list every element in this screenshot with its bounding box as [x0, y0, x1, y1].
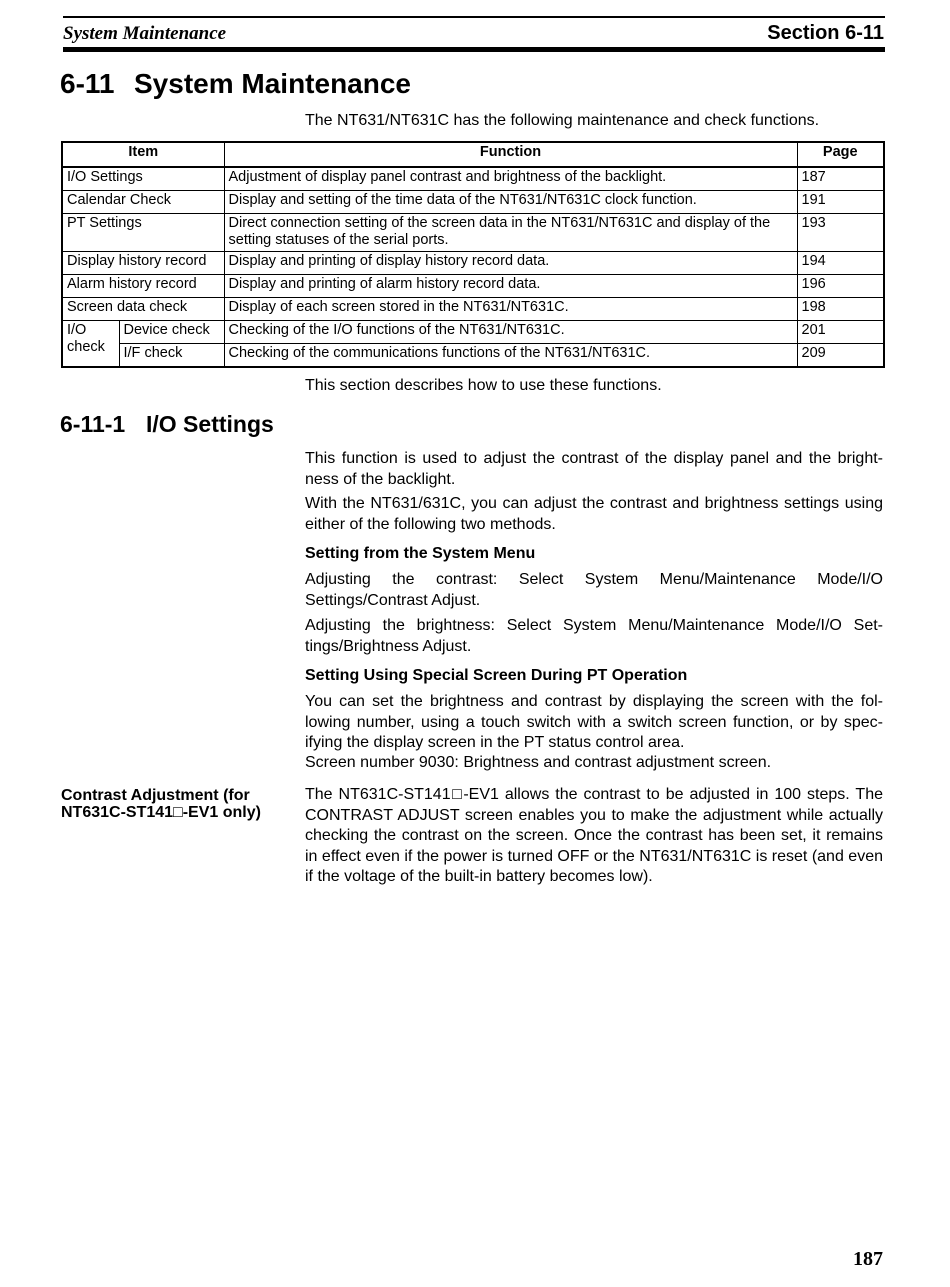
- io-settings-paragraph-1: This function is used to adjust the contrast of the display panel and the bright-ness of the backlight.: [305, 450, 883, 488]
- cell-item: I/F check: [119, 344, 224, 368]
- cell-item: Alarm history record: [62, 275, 224, 298]
- subsection-title: I/O Settings: [146, 411, 274, 437]
- system-menu-heading: Setting from the System Menu: [305, 545, 536, 562]
- contrast-adjustment-text: The NT631C-ST141□-EV1 allows the contrast to be adjusted in 100 steps. The CONTRAST ADJUST screen enables you to make the adjustment while actually checking the contrast on the screen. Once the contrast has been set, it remains in effect even if the power is turned OFF or the NT631/NT631C is reset (and even if the voltage of the built-in battery becomes low).: [305, 786, 883, 885]
- cell-function: Checking of the communications functions of the NT631/NT631C.: [224, 344, 797, 368]
- cell-function: Adjustment of display panel contrast and brightness of the backlight.: [224, 167, 797, 191]
- subsection-number: 6-11-1: [60, 411, 126, 437]
- header-rule-top: [63, 16, 885, 18]
- running-title: System Maintenance: [63, 23, 227, 44]
- cell-item: Device check: [119, 321, 224, 344]
- section-title: System Maintenance: [134, 68, 411, 99]
- cell-page: 198: [797, 298, 884, 321]
- header-item: Item: [62, 142, 224, 167]
- subsection-heading: [60, 411, 274, 438]
- cell-page: 193: [797, 214, 884, 252]
- cell-page: 191: [797, 191, 884, 214]
- contrast-adjustment-side-heading: Contrast Adjustment (for NT631C-ST141□-EV1 only): [61, 787, 261, 821]
- header-page: Page: [797, 142, 884, 167]
- cell-page: 187: [797, 167, 884, 191]
- menu-brightness-text: Adjusting the brightness: Select System Menu/Maintenance Mode/I/O Set-tings/Brightness Adjust.: [305, 617, 883, 655]
- table-row: [62, 344, 884, 368]
- cell-item: Screen data check: [62, 298, 224, 321]
- cell-function: Display and printing of display history record data.: [224, 252, 797, 275]
- cell-item: PT Settings: [62, 214, 224, 252]
- section-number: 6-11: [60, 68, 115, 99]
- table-row: [62, 321, 884, 344]
- cell-item: Display history record: [62, 252, 224, 275]
- maintenance-functions-table: [61, 141, 885, 368]
- section-heading: [60, 68, 411, 100]
- header-rule-bottom: [63, 47, 885, 52]
- table-row: [62, 167, 884, 191]
- cell-function: Checking of the I/O functions of the NT631/NT631C.: [224, 321, 797, 344]
- header-function: Function: [224, 142, 797, 167]
- special-screen-heading: Setting Using Special Screen During PT Operation: [305, 667, 688, 684]
- table-row: [62, 275, 884, 298]
- menu-contrast-text: Adjusting the contrast: Select System Menu/Maintenance Mode/I/O Settings/Contrast Adjust.: [305, 571, 883, 609]
- io-settings-paragraph-2: With the NT631/631C, you can adjust the contrast and brightness settings using either of the following two methods.: [305, 495, 883, 533]
- table-row: [62, 191, 884, 214]
- cell-item: Calendar Check: [62, 191, 224, 214]
- table-row: [62, 252, 884, 275]
- page-number: 187: [853, 1248, 883, 1270]
- table-row: [62, 298, 884, 321]
- cell-page: 196: [797, 275, 884, 298]
- section-label: Section 6-11: [767, 22, 884, 44]
- cell-function: Display and setting of the time data of the NT631/NT631C clock function.: [224, 191, 797, 214]
- cell-item: I/O Settings: [62, 167, 224, 191]
- cell-page: 201: [797, 321, 884, 344]
- cell-page: 209: [797, 344, 884, 368]
- special-screen-text: You can set the brightness and contrast by displaying the screen with the fol-lowing number, using a touch switch with a switch screen function, or by spec-ifying the display screen in the PT status control area.: [305, 693, 883, 751]
- cell-function: Display of each screen stored in the NT631/NT631C.: [224, 298, 797, 321]
- table-row: [62, 214, 884, 252]
- cell-function: Display and printing of alarm history record data.: [224, 275, 797, 298]
- cell-group-io-check: I/O check: [62, 321, 119, 368]
- screen-number-text: Screen number 9030: Brightness and contrast adjustment screen.: [305, 754, 772, 771]
- section-intro: The NT631/NT631C has the following maintenance and check functions.: [305, 112, 820, 129]
- cell-page: 194: [797, 252, 884, 275]
- cell-function: Direct connection setting of the screen data in the NT631/NT631C and display of the setting statuses of the serial ports.: [224, 214, 797, 252]
- after-table-text: This section describes how to use these functions.: [305, 377, 662, 394]
